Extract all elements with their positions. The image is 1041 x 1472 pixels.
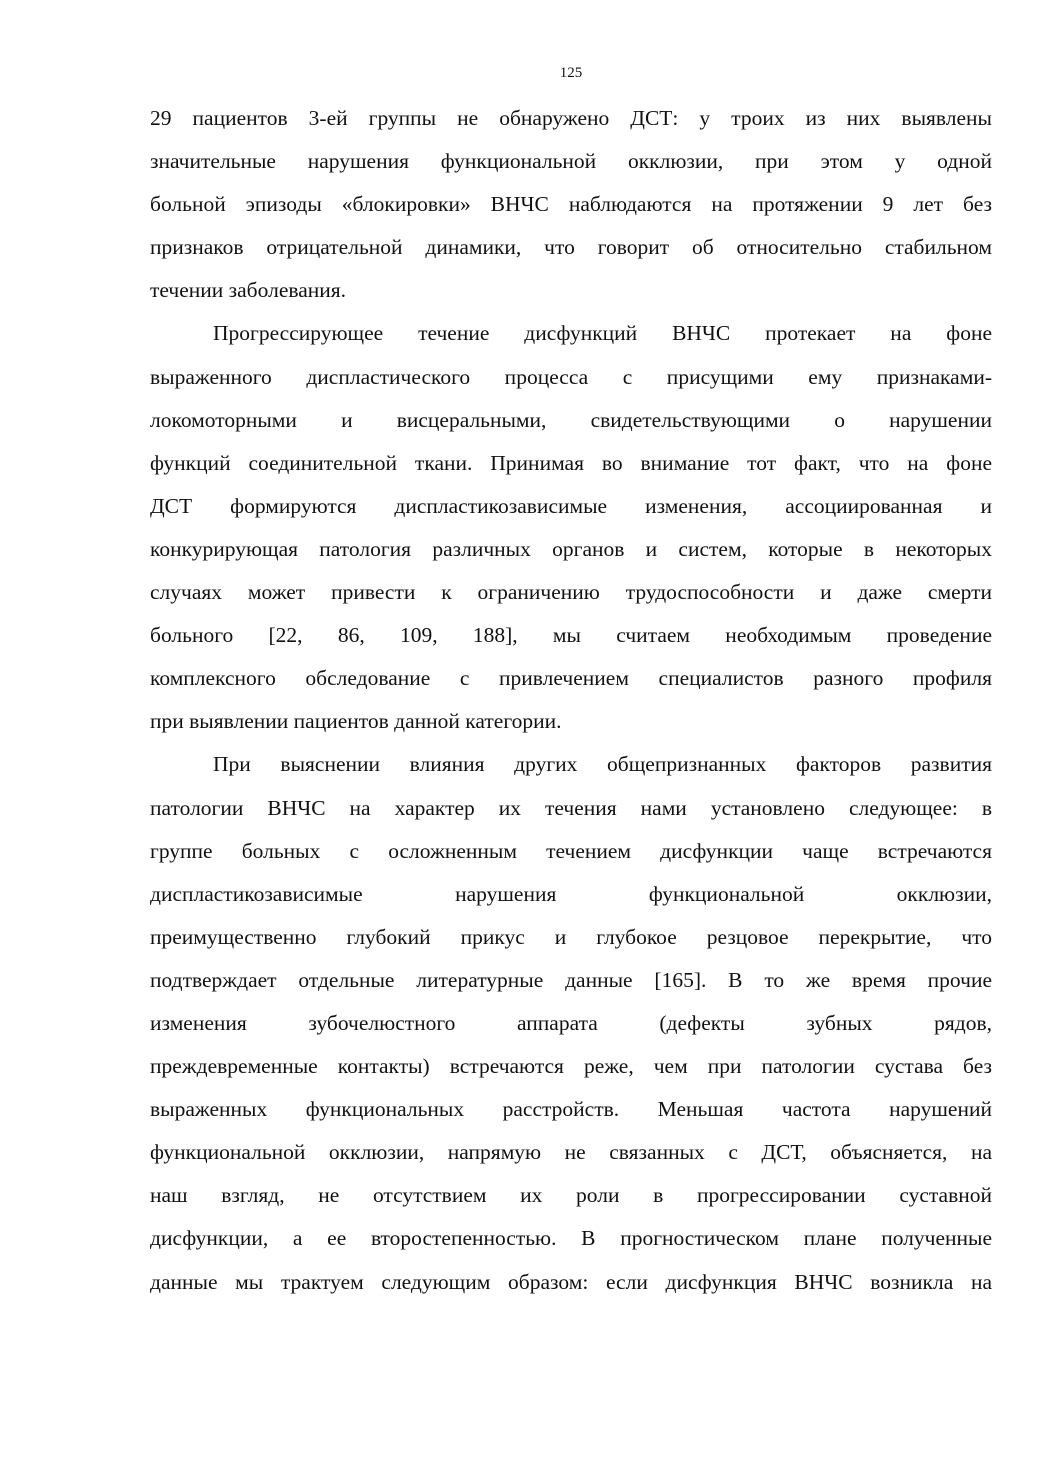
- text-line: При выяснении влияния других общепризнанных факторов развития: [213, 752, 992, 777]
- text-line: выраженного диспластического процесса с присущими ему признаками-: [150, 364, 992, 389]
- text-line: случаях может привести к ограничению трудоспособности и даже смерти: [150, 580, 992, 605]
- text-line: дисфункции, а ее второстепенностью. В прогностическом плане полученные: [150, 1226, 992, 1251]
- text-line: при выявлении пациентов данной категории.: [150, 709, 562, 734]
- text-line: значительные нарушения функциональной окклюзии, при этом у одной: [150, 149, 992, 174]
- text-line: преждевременные контакты) встречаются реже, чем при патологии сустава без: [150, 1054, 992, 1079]
- text-line: локомоторными и висцеральными, свидетельствующими о нарушении: [150, 407, 992, 432]
- text-line: данные мы трактуем следующим образом: если дисфункция ВНЧС возникла на: [150, 1269, 992, 1294]
- text-line: 29 пациентов 3-ей группы не обнаружено ДСТ: у троих из них выявлены: [150, 106, 992, 130]
- text-line: диспластикозависимые нарушения функциональной окклюзии,: [150, 881, 992, 906]
- page-number: 125: [559, 65, 583, 81]
- text-line: наш взгляд, не отсутствием их роли в прогрессировании суставной: [150, 1183, 992, 1208]
- text-line: признаков отрицательной динамики, что говорит об относительно стабильном: [150, 235, 992, 260]
- text-line: больного [22, 86, 109, 188], мы считаем необходимым проведение: [150, 623, 992, 648]
- text-line: комплексного обследование с привлечением специалистов разного профиля: [150, 666, 992, 691]
- text-line: выраженных функциональных расстройств. Меньшая частота нарушений: [150, 1097, 992, 1122]
- body-text: [150, 97, 992, 1304]
- text-line: группе больных с осложненным течением дисфункции чаще встречаются: [150, 838, 992, 863]
- text-line: изменения зубочелюстного аппарата (дефекты зубных рядов,: [150, 1010, 992, 1035]
- text-line: Прогрессирующее течение дисфункций ВНЧС протекает на фоне: [213, 321, 992, 346]
- text-line: функциональной окклюзии, напрямую не связанных с ДСТ, объясняется, на: [150, 1140, 992, 1165]
- text-line: течении заболевания.: [150, 278, 347, 303]
- text-line: конкурирующая патология различных органов и систем, которые в некоторых: [150, 536, 992, 561]
- text-line: патологии ВНЧС на характер их течения нами установлено следующее: в: [150, 795, 992, 820]
- text-line: ДСТ формируются диспластикозависимые изменения, ассоциированная и: [150, 493, 992, 518]
- text-line: преимущественно глубокий прикус и глубокое резцовое перекрытие, что: [150, 924, 992, 949]
- text-line: подтверждает отдельные литературные данные [165]. В то же время прочие: [150, 967, 992, 992]
- text-line: функций соединительной ткани. Принимая во внимание тот факт, что на фоне: [150, 450, 992, 475]
- text-line: больной эпизоды «блокировки» ВНЧС наблюдаются на протяжении 9 лет без: [150, 192, 992, 217]
